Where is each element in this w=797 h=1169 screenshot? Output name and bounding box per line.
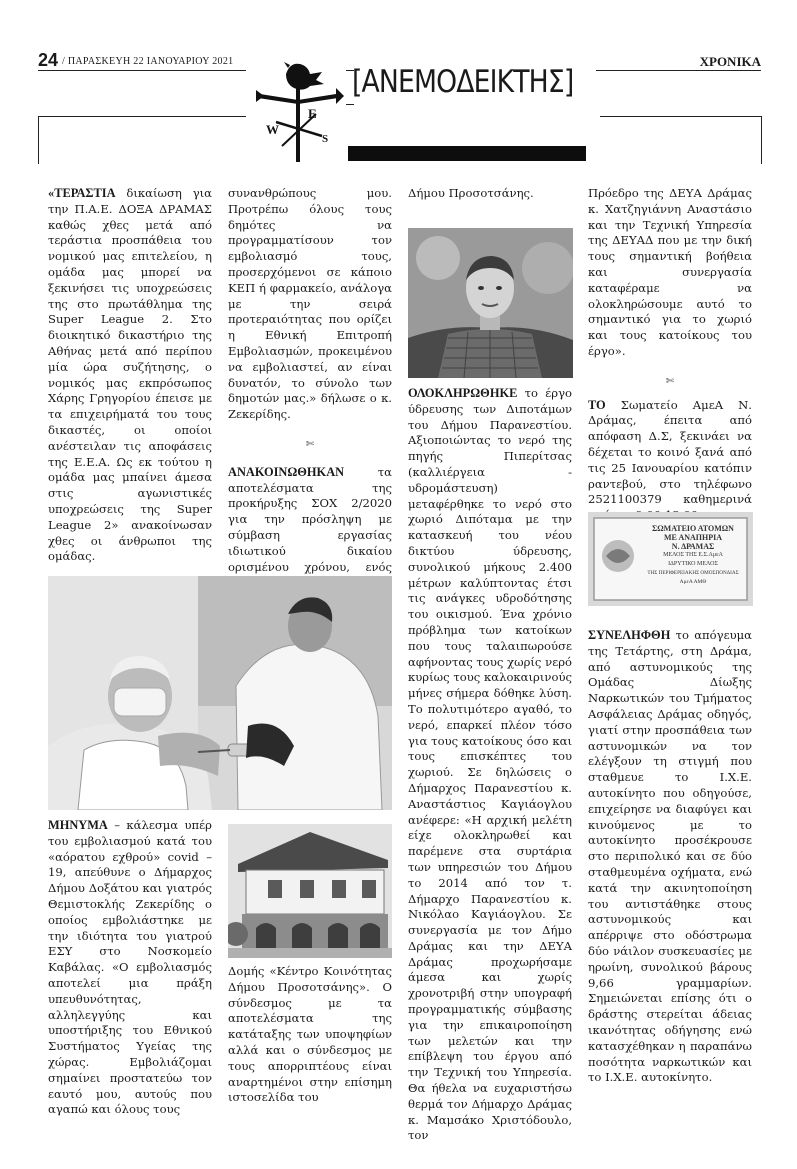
article-body: Δήμου Προσοτσάνης. [408,186,534,200]
association-sign-photo [588,512,753,606]
sign-line: ΜΕ ΑΝΑΠΗΡΙΑ [664,533,722,542]
article-lead: ΑΝΑΚΟΙΝΩΘΗΚΑΝ [228,464,345,479]
article-body: δικαίωση για την Π.Α.Ε. ΔΟΞΑ ΔΡΑΜΑΣ καθώς χθες μετά από τεράστια προσπάθεια του νομικού μας επιτελείου, η ομάδα μας μπορεί να ξεκινήσει τις υποχρεώσεις της στο πρωτάθλημα της Super League 2. Στο διοικητικό δικαστήριο της Αθήνας μετά από περίπου μία ώρα συζήτησης, ο νομικός μας εκπρόσωπος Χάρης Γρηγορίου έπεισε με τα επιχειρήματά του τους δικαστές, οι οποίοι ανέστειλαν τις αποφάσεις της Ε.Ε.Α. Ως εκ τούτου η ομάδα μας μπαίνει άμεσα στις αγωνιστικές υποχρεώσεις της Super League 2» ανακοίνωσαν χθες οι άνθρωποι της ομάδας. [48,186,212,564]
sign-line: ΤΗΣ ΠΕΡΙΦΕΡΕΙΑΚΗΣ ΟΜΟΣΠΟΝΔΙΑΣ [647,570,739,576]
article-vaccination-continued [228,186,392,607]
article-body: το έργο ύδρευσης των Διποτάμων του Δήμου Παρανεστίου. Αξιοποιώντας το νερό της πηγής Πιπερίτσας (καλλιέργεια - υδρομάστευση) μεταφέρθηκε το νερό στο χωριό Διπόταμα με την κατασκευή του νέου δικτύου ύδρευσης, συνολικού μήκους 2.400 μέτρων καλύπτοντας έτσι τις ανάγκες υδροδότησης του οικισμού. Ένα χρόνιο πρόβλημα των κατοίκων που τους ταλαιπωρούσε αφήνοντας τους χωρίς νερό κυρίως τους καλοκαιρινούς μήνες σήμερα δόθηκε λύση. Το πολυτιμότερο αγαθό, το νερό, επαρκεί πλέον τόσο για τους κατοίκους όσο και τους επισκέπτες του χωριού. Σε δηλώσεις ο Δήμαρχος Παρανεστίου κ. Αναστάστιος Καγιάογλου ανέφερε: «Η αρχική μελέτη είχε ολοκληρωθεί και παρέμενε στα συρτάρια των υπηρεσιών του Δήμου το 2014 από τον τ. Δήμαρχο Παρανεστίου κ. Νικόλαο Καγιάογλου. Σε συνεργασία με τον Δήμο Δράμας και την ΔΕΥΑ Δράμας προχωρήσαμε άμεσα και χωρίς χρονοτριβή στην υπογραφή προγραμματικής σύμβασης για την επικαιροποίηση των μελετών και την επίβλεψη του έργου από την Τεχνική του Υπηρεσία. Θα ήθελα να ευχαριστήσω θερμά τον Δήμαρχο Δράμας κ. Μαμσάκο Χριστόδουλο, τον [408,386,572,1143]
frame-top-right [600,116,762,117]
article-body: Δομής «Κέντρο Κοινότητας Δήμου Προσοτσάνης». Ο σύνδεσμος με τα αποτελέσματα της κατάταξης των υποψηφίων αλλά και ο σύνδεσμος με τους απορριπτέους είναι αναρτημένοι στην επίσημη ιστοσελίδα του [228,964,392,1105]
svg-text:E: E [308,106,317,121]
sign-line: ΑμεΑ ΑΜΘ [679,579,707,585]
vaccination-photo [48,576,392,810]
article-arrest [588,628,752,1086]
article-lead: «ΤΕΡΑΣΤΙΑ [48,186,116,200]
masthead-tick [346,104,354,105]
article-body: συνανθρώπους μου. Προτρέπω όλους τους δημότες να προγραμματίσουν τον εμβολιασμό τους, προσερχόμενοι σε κάποιο ΚΕΠ ή φαρμακείο, ανάλογα με την σειρά προτεραιότητας που ορίζει η Εθνική Επιτροπή Εμβολιασμών, προκειμένου να εμβολιαστεί, αν είναι δυνατόν, το σύνολο των δημοτών μας.» δήλωσε ο κ. Ζεκερίδης. [228,186,392,422]
article-prosotsani-continued [408,186,572,202]
article-lead: ΣΥΝΕΛΗΦΘΗ [588,628,671,642]
scissors-icon: ✄ [305,438,315,450]
frame-left [38,116,39,164]
masthead-bar [348,146,586,161]
page-number: 24 [38,50,59,70]
sign-line: ΣΩΜΑΤΕΙΟ ΑΤΟΜΩΝ [652,524,734,533]
sign-line: ΙΔΡΥΤΙΚΟ ΜΕΛΟΣ [668,561,718,567]
frame-top-left [38,116,246,117]
community-centre-photo [228,824,392,958]
header-rule-left [38,70,246,71]
article-body: τα αποτελέσματα της προκήρυξης ΣΟΧ 2/2020 για την πρόσληψη με σύμβαση εργασίας ιδιωτικού δικαίου ορισμένου χρόνου, ενός [228,464,392,574]
sign-line: Ν. ΔΡΑΜΑΣ [671,542,715,551]
dateline: / ΠΑΡΑΣΚΕΥΗ 22 ΙΑΝΟΥΑΡΙΟΥ 2021 [62,56,234,67]
article-lead: ΤΟ [588,397,606,412]
photo-caption-continued [228,964,392,1106]
section-title: ΧΡΟΝΙΚΑ [699,54,761,69]
article-water-supply-continued [588,186,752,524]
header-rule-right [596,70,761,71]
svg-text:S: S [322,133,329,145]
frame-right [761,116,762,164]
article-water-supply [408,386,572,1144]
article-body: Πρόεδρο της ΔΕΥΑ Δράμας κ. Χατζηγιάννη Αναστάσιο και την Τεχνική Υπηρεσία της ΔΕΥΑΔ που με την δική τους σημαντική βοήθεια και συνεργασία καταφέραμε να ολοκληρώσουμε αυτό το σημαντικό για το χωριό και τους κατοίκους του έργο». [588,186,752,358]
article-lead: ΜΗΝΥΜΑ [48,818,108,832]
article-body: Σωματείο ΑμεΑ Ν. Δράμας, έπειτα από απόφαση Δ.Σ, ξεκινάει να δέχεται το κοινό ξανά από τις 25 Ιανουαρίου κατόπιν ραντεβού, στο τηλέφωνο 2521100379 καθημερινά [588,397,752,507]
scissors-icon: ✄ [665,375,675,387]
mayor-portrait-photo [408,228,573,378]
masthead-title: [ΑΝΕΜΟΔΕΙΚΤΗΣ] [352,64,574,100]
svg-text:W: W [266,122,279,137]
weathervane-icon [252,58,344,164]
article-vaccination-message [48,818,212,1118]
article-lead: ΟΛΟΚΛΗΡΩΘΗΚΕ [408,386,518,400]
article-doxa-drama [48,186,212,599]
article-body: – κάλεσμα υπέρ του εμβολιασμού κατά του «αόρατου εχθρού» covid – 19, απεύθυνε ο Δήμαρχος Δήμου Δοξάτου και γιατρός Θεμιστοκλής Ζεκερίδης ο οποίος εμβολιάστηκε με την ιδιότητα του γιατρού ΕΣΥ στο Νοσκομείο Καβάλας. «Ο εμβολιασμός αποτελεί μια πράξη υπευθυνότητας, αλληλεγγύης και υποστήριξης του Εθνικού Συστήματος Υγείας της χώρας. Εμβολιάζομαι σημαίνει προστατεύω τον εαυτό μου, αυτούς που αγαπώ και όλους τους [48,818,212,1117]
article-body: το απόγευμα της Τετάρτης, στη Δράμα, από αστυνομικούς της Ομάδας Δίωξης Ναρκωτικών του Τμήματος Ασφάλειας Δράμας οδηγός, γιατί στην προσπάθεια των αστυνομικών να τον ελέγξουν τη στιγμή που σταθμευε το Ι.Χ.Ε. αυτοκίνητο που οδηγούσε, επιχείρησε να διαφύγει και κινούμενος με το αυτοκίνητο προσέκρουσε στο περιπολικό και σε δύο σταθμευμένα οχήματα, ενώ κατά την ακινητοποίηση του αντιστάθηκε στους αστυνομικούς και απέρριψε στο οδόστρωμα δύο νάιλον συσκευασίες με ηρωίνη, συνολικού βάρους 9,66 γραμμαρίων. Σημειώνεται επίσης ότι ο δράστης στερείται άδειας ικανότητας οδήγησης ενώ κατασχέθηκαν η παραπάνω ποσότητα ναρκωτικών και το Ι.Χ.Ε. αυτοκίνητο. [588,628,752,1085]
sign-line: ΜΕΛΟΣ ΤΗΣ Ε.Σ.ΑμεΑ [663,552,723,558]
